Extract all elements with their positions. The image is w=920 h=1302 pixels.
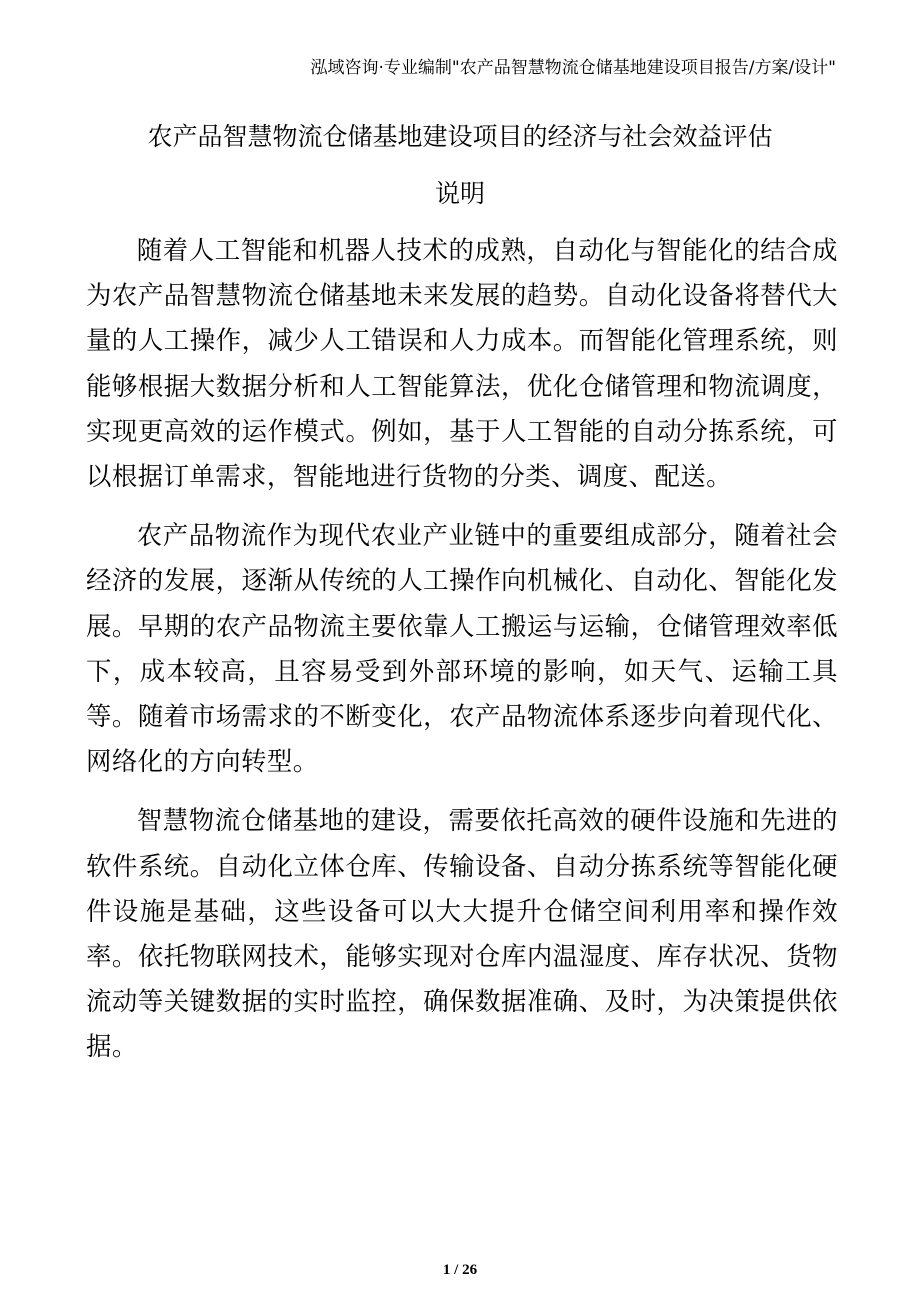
paragraph-2: 农产品物流作为现代农业产业链中的重要组成部分，随着社会经济的发展，逐渐从传统的人工操作向机械化、自动化、智能化发展。早期的农产品物流主要依靠人工搬运与运输，仓储管理效率低下，成本较高，且容易受到外部环境的影响，如天气、运输工具等。随着市场需求的不断变化，农产品物流体系逐步向着现代化、网络化的方向转型。 — [86, 520, 838, 777]
document-title: 农产品智慧物流仓储基地建设项目的经济与社会效益评估 — [147, 122, 773, 151]
section-heading: 说明 — [434, 179, 485, 208]
document-body — [86, 228, 838, 1070]
running-header: 泓域咨询·专业编制"农产品智慧物流仓储基地建设项目报告/方案/设计" — [310, 58, 836, 78]
paragraph-3: 智慧物流仓储基地的建设，需要依托高效的硬件设施和先进的软件系统。自动化立体仓库、传输设备、自动分拣系统等智能化硬件设施是基础，这些设备可以大大提升仓储空间利用率和操作效率。依托物联网技术，能够实现对仓库内温湿度、库存状况、货物流动等关键数据的实时监控，确保数据准确、及时，为决策提供依据。 — [86, 805, 838, 1062]
paragraph-1: 随着人工智能和机器人技术的成熟，自动化与智能化的结合成为农产品智慧物流仓储基地未来发展的趋势。自动化设备将替代大量的人工操作，减少人工错误和人力成本。而智能化管理系统，则能够根据大数据分析和人工智能算法，优化仓储管理和物流调度，实现更高效的运作模式。例如，基于人工智能的自动分拣系统，可以根据订单需求，智能地进行货物的分类、调度、配送。 — [86, 235, 838, 492]
page-number: 1 / 26 — [442, 1262, 478, 1278]
